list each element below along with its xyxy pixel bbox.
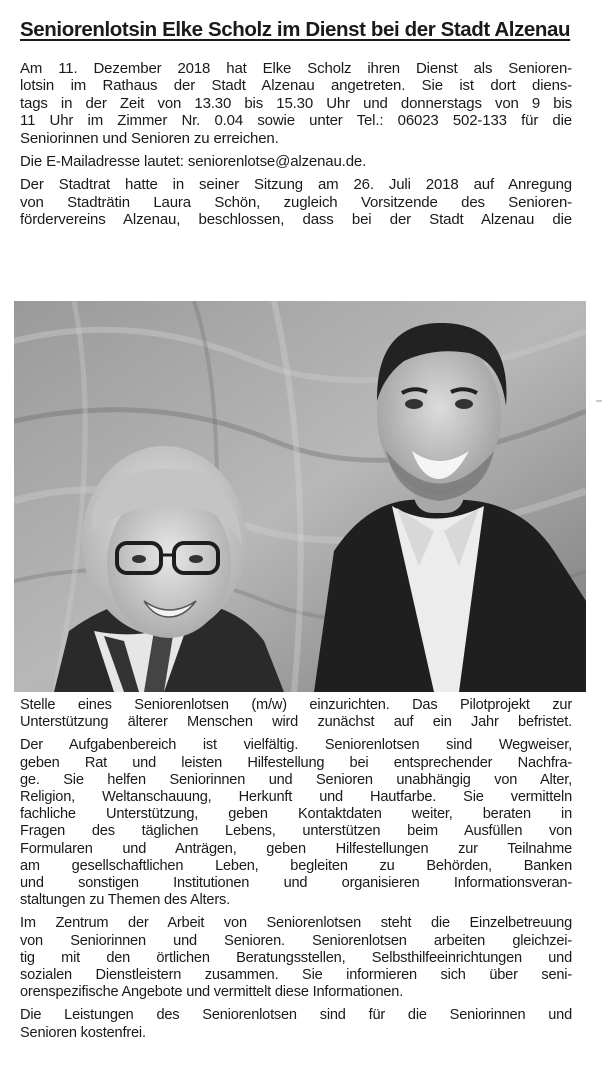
text-line: fachliche Unterstützung, geben Kontaktdaten weiter, beraten in xyxy=(20,806,572,823)
text-line: von Seniorinnen und Senioren. Seniorenlotsen arbeiten gleichzei- xyxy=(20,932,572,949)
text-line: am gesellschaftlichen Leben, begleiten zu Behörden, Banken xyxy=(20,857,572,874)
text-line: Senioren kostenfrei. xyxy=(20,1024,146,1041)
text-line: geben Rat und leisten Hilfestellung bei entsprechender Nachfra- xyxy=(20,754,572,771)
photo-illustration xyxy=(14,301,586,692)
text-line: Die Leistungen des Seniorenlotsen sind für die Seniorinnen und xyxy=(20,1007,572,1024)
scan-artifact xyxy=(596,400,602,402)
text-line: Am 11. Dezember 2018 hat Elke Scholz ihren Dienst als Senioren- xyxy=(20,60,572,77)
text-line: orenspezifische Angebote und vermittelt diese Informationen. xyxy=(20,984,404,1001)
text-line: Unterstützung älterer Menschen wird zunächst auf ein Jahr befristet. xyxy=(20,714,572,731)
body-paragraph xyxy=(20,697,572,731)
text-line: staltungen zu Themen des Alters. xyxy=(20,892,230,909)
text-line: Die E-Mailadresse lautet: seniorenlotse@alzenau.de. xyxy=(20,153,367,171)
text-line: sozialen Dienstleistern zusammen. Sie informieren sich über seni- xyxy=(20,967,572,984)
text-line: und sonstigen Institutionen und organisieren Informationsveran- xyxy=(20,875,572,892)
text-line: Formularen und Anträgen, geben Hilfestellungen zur Teilnahme xyxy=(20,840,572,857)
body-paragraph xyxy=(20,915,572,1001)
text-line: Im Zentrum der Arbeit von Seniorenlotsen steht die Einzelbetreuung xyxy=(20,915,572,932)
text-line: Der Stadtrat hatte in seiner Sitzung am 26. Juli 2018 auf Anregung xyxy=(20,176,572,194)
text-line: von Stadträtin Laura Schön, zugleich Vorsitzende des Senioren- xyxy=(20,193,572,211)
text-line: ge. Sie helfen Seniorinnen und Senioren unabhängig von Alter, xyxy=(20,771,572,788)
body-paragraph xyxy=(20,1007,572,1041)
text-line: Seniorinnen und Senioren zu erreichen. xyxy=(20,129,279,147)
text-line: Stelle eines Seniorenlotsen (m/w) einzurichten. Das Pilotprojekt zur xyxy=(20,697,572,713)
text-line: 11 Uhr im Zimmer Nr. 0.04 sowie unter Tel.: 06023 502-133 für die xyxy=(20,112,572,130)
article-photo xyxy=(14,301,586,692)
body-paragraph xyxy=(20,737,572,909)
text-line: Der Aufgabenbereich ist vielfältig. Seniorenlotsen sind Wegweiser, xyxy=(20,737,572,754)
article-headline: Seniorenlotsin Elke Scholz im Dienst bei der Stadt Alzenau xyxy=(20,18,571,41)
text-line: lotsin im Rathaus der Stadt Alzenau angetreten. Sie ist dort diens- xyxy=(20,77,572,95)
text-line: tig mit den örtlichen Beratungsstellen, Selbsthilfeeinrichtungen und xyxy=(20,949,572,966)
council-paragraph xyxy=(20,176,572,228)
intro-text xyxy=(20,60,572,235)
text-line: Fragen des täglichen Lebens, unterstützen beim Ausfüllen von xyxy=(20,823,572,840)
intro-paragraph xyxy=(20,60,572,147)
text-line: Religion, Weltanschauung, Herkunft und Hautfarbe. Sie vermitteln xyxy=(20,789,572,806)
email-paragraph xyxy=(20,153,572,170)
body-text xyxy=(20,697,572,1048)
text-line: fördervereins Alzenau, beschlossen, dass bei der Stadt Alzenau die xyxy=(20,211,572,229)
text-line: tags in der Zeit von 13.30 bis 15.30 Uhr und donnerstags von 9 bis xyxy=(20,94,572,112)
